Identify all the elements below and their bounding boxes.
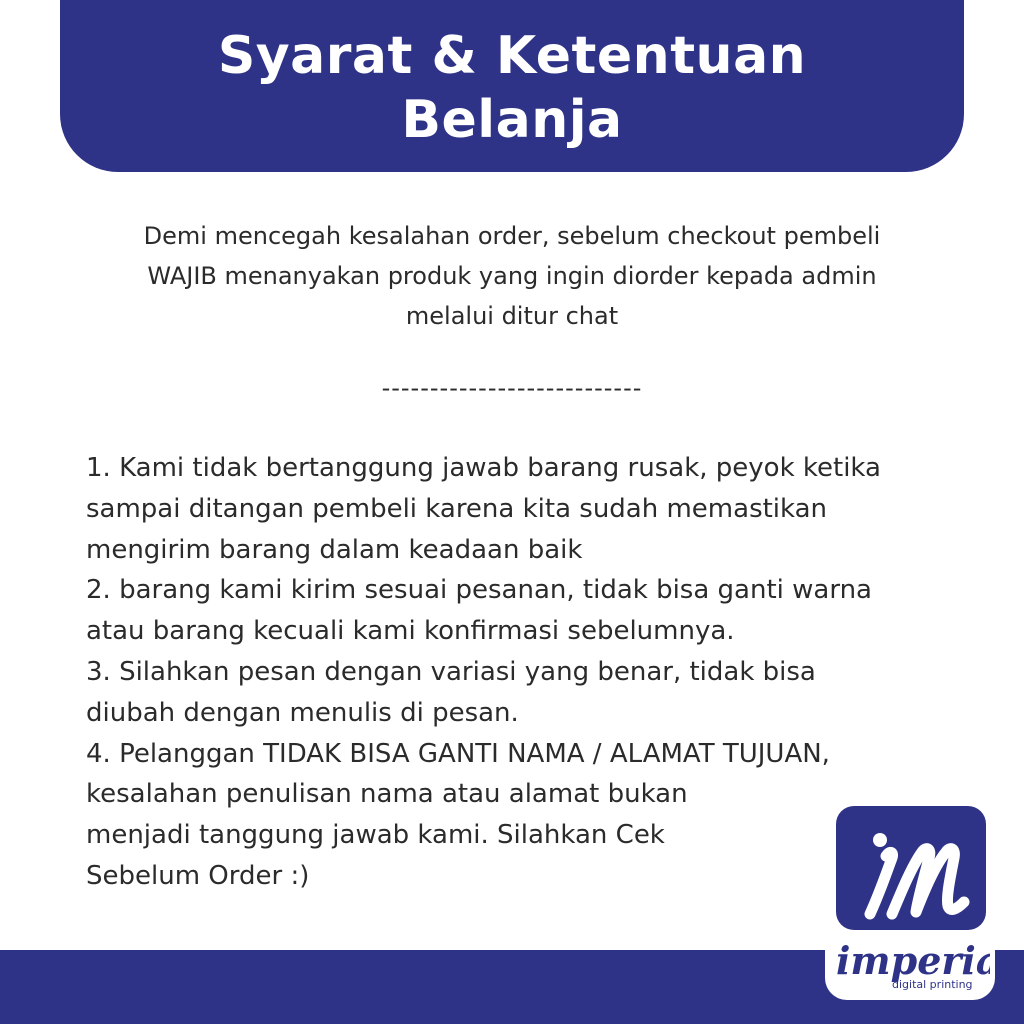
logo-tagline-text: digital printing [892, 978, 973, 991]
term-line: mengirim barang dalam keadaan baik [86, 534, 583, 565]
intro-line: WAJIB menanyakan produk yang ingin diorder kepada admin [147, 262, 877, 290]
term-line: 3. Silahkan pesan dengan variasi yang benar, tidak bisa [86, 656, 816, 687]
imperial-wordmark [830, 934, 990, 996]
term-line: 2. barang kami kirim sesuai pesanan, tidak bisa ganti warna [86, 575, 872, 606]
intro-line: Demi mencegah kesalahan order, sebelum checkout pembeli [143, 222, 881, 250]
title-banner [60, 0, 964, 172]
dashed-divider: --------------------------- [381, 374, 643, 402]
term-line: menjadi tanggung jawab kami. Silahkan Cek [86, 820, 665, 851]
logo-monogram-icon [836, 806, 986, 930]
logo-brand-text: imperi [836, 938, 976, 983]
term-line: 4. Pelanggan TIDAK BISA GANTI NAMA / ALAMAT TUJUAN, [86, 738, 830, 769]
term-line: kesalahan penulisan nama atau alamat bukan [86, 779, 688, 810]
term-line: sampai ditangan pembeli karena kita sudah memastikan [86, 493, 828, 524]
page-title-line-1: Syarat & Ketentuan [217, 26, 807, 86]
term-line: atau barang kecuali kami konfirmasi sebelumnya. [86, 616, 735, 647]
page-title-line-2: Belanja [401, 90, 623, 150]
intro-line: melalui ditur chat [405, 302, 619, 330]
term-line: 1. Kami tidak bertanggung jawab barang rusak, peyok ketika [86, 453, 881, 483]
term-line: Sebelum Order :) [86, 860, 310, 891]
intro-paragraph [40, 216, 984, 336]
term-line: diubah dengan menulis di pesan. [86, 697, 519, 728]
